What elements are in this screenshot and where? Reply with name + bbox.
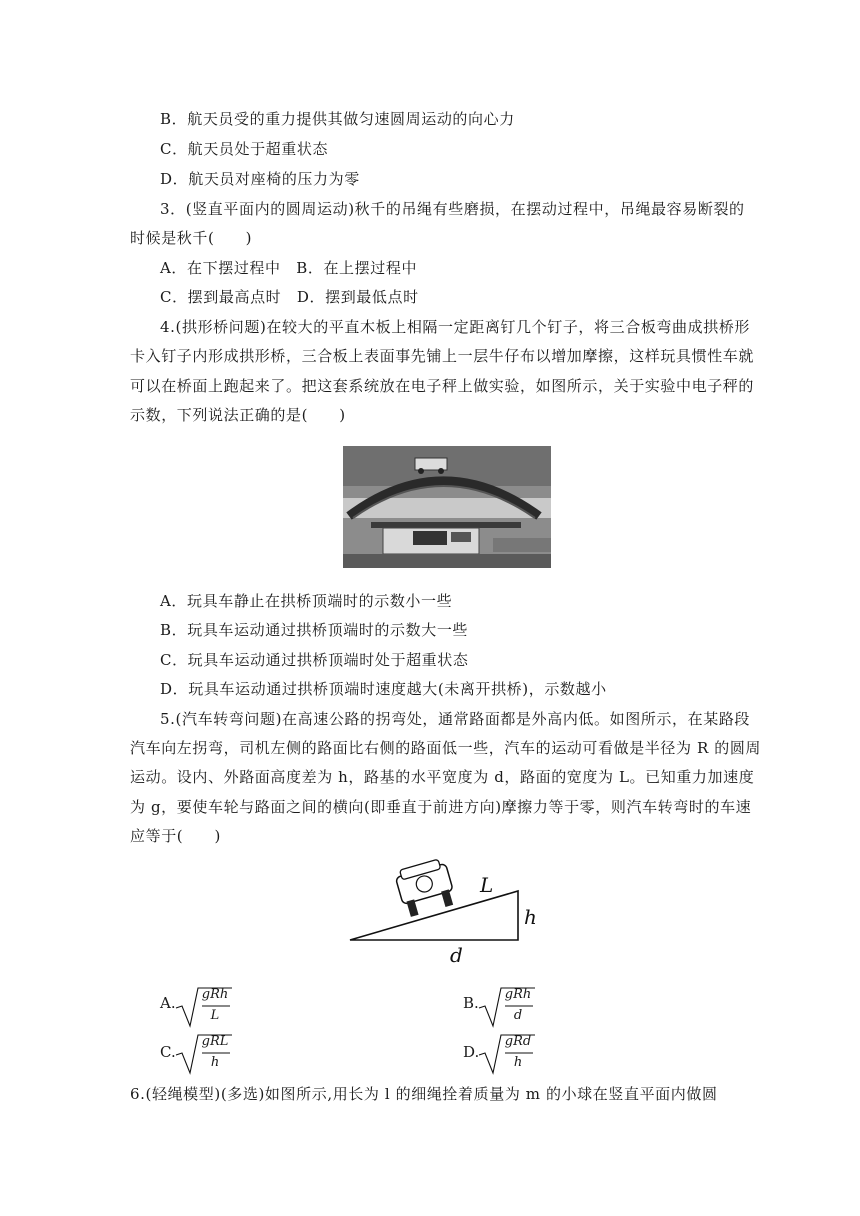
option-c-denominator: h — [210, 1055, 220, 1070]
question-5-line-3: 运动。设内、外路面高度差为 h，路基的水平宽度为 d，路面的宽度为 L。已知重力加速度 — [130, 768, 755, 786]
option-b-label: B. — [463, 994, 479, 1012]
question-4-line-1: 4.(拱形桥问题)在较大的平直木板上相隔一定距离钉几个钉子，将三合板弯曲成拱桥形 — [160, 318, 751, 336]
arch-bridge-photo — [343, 446, 551, 568]
question-5-line-5: 应等于( ) — [130, 827, 221, 845]
question-4-line-4: 示数，下列说法正确的是( ) — [130, 406, 346, 424]
option-b-numerator: gRh — [504, 987, 532, 1002]
option-b-denominator: d — [513, 1008, 523, 1023]
question-5-line-1: 5.(汽车转弯问题)在高速公路的拐弯处，通常路面都是外高内低。如图所示，在某路段 — [160, 710, 751, 728]
question-3-options-ab: A．在下摆过程中 B．在上摆过程中 — [160, 259, 418, 277]
label-h: h — [524, 905, 537, 929]
question-6-line-1: 6.(轻绳模型)(多选)如图所示,用长为 l 的细绳拴着质量为 m 的小球在竖直平面内做圆 — [130, 1085, 718, 1103]
question-5-line-4: 为 g，要使车轮与路面之间的横向(即垂直于前进方向)摩擦力等于零，则汽车转弯时的车速 — [130, 798, 752, 816]
question-4-option-b: B．玩具车运动通过拱桥顶端时的示数大一些 — [160, 621, 469, 639]
option-d-label: D. — [463, 1043, 480, 1061]
question-4-option-c: C．玩具车运动通过拱桥顶端时处于超重状态 — [160, 651, 469, 669]
option-d-denominator: h — [513, 1055, 523, 1070]
option-a-denominator: L — [210, 1008, 220, 1023]
question-3-options-cd: C．摆到最高点时 D．摆到最低点时 — [160, 288, 419, 306]
banked-road-diagram — [340, 850, 554, 974]
question-4-line-3: 可以在桥面上跑起来了。把这套系统放在电子秤上做实验，如图所示，关于实验中电子秤的 — [130, 377, 755, 395]
option-d-text: D．航天员对座椅的压力为零 — [160, 170, 360, 188]
arch-bridge-illustration — [343, 446, 551, 568]
question-4-option-a: A．玩具车静止在拱桥顶端时的示数小一些 — [160, 592, 453, 610]
option-a-label: A. — [160, 994, 176, 1012]
question-4-option-d: D．玩具车运动通过拱桥顶端时速度越大(未离开拱桥)，示数越小 — [160, 680, 607, 698]
option-c-text: C．航天员处于超重状态 — [160, 140, 329, 158]
option-d-numerator: gRd — [504, 1034, 532, 1049]
label-L: L — [480, 873, 494, 897]
question-4-line-2: 卡入钉子内形成拱形桥，三合板上表面事先铺上一层牛仔布以增加摩擦，这样玩具惯性车就 — [130, 347, 755, 365]
option-b-text: B．航天员受的重力提供其做匀速圆周运动的向心力 — [160, 110, 515, 128]
question-5-line-2: 汽车向左拐弯，司机左侧的路面比右侧的路面低一些，汽车的运动可看做是半径为 R 的圆周 — [130, 739, 762, 757]
question-3-line-1: 3．(竖直平面内的圆周运动)秋千的吊绳有些磨损，在摆动过程中，吊绳最容易断裂的 — [160, 200, 745, 218]
option-c-label: C. — [160, 1043, 176, 1061]
question-3-line-2: 时候是秋千( ) — [130, 229, 253, 247]
option-c-numerator: gRL — [201, 1034, 229, 1049]
option-a-numerator: gRh — [201, 987, 229, 1002]
label-d: d — [450, 943, 463, 967]
